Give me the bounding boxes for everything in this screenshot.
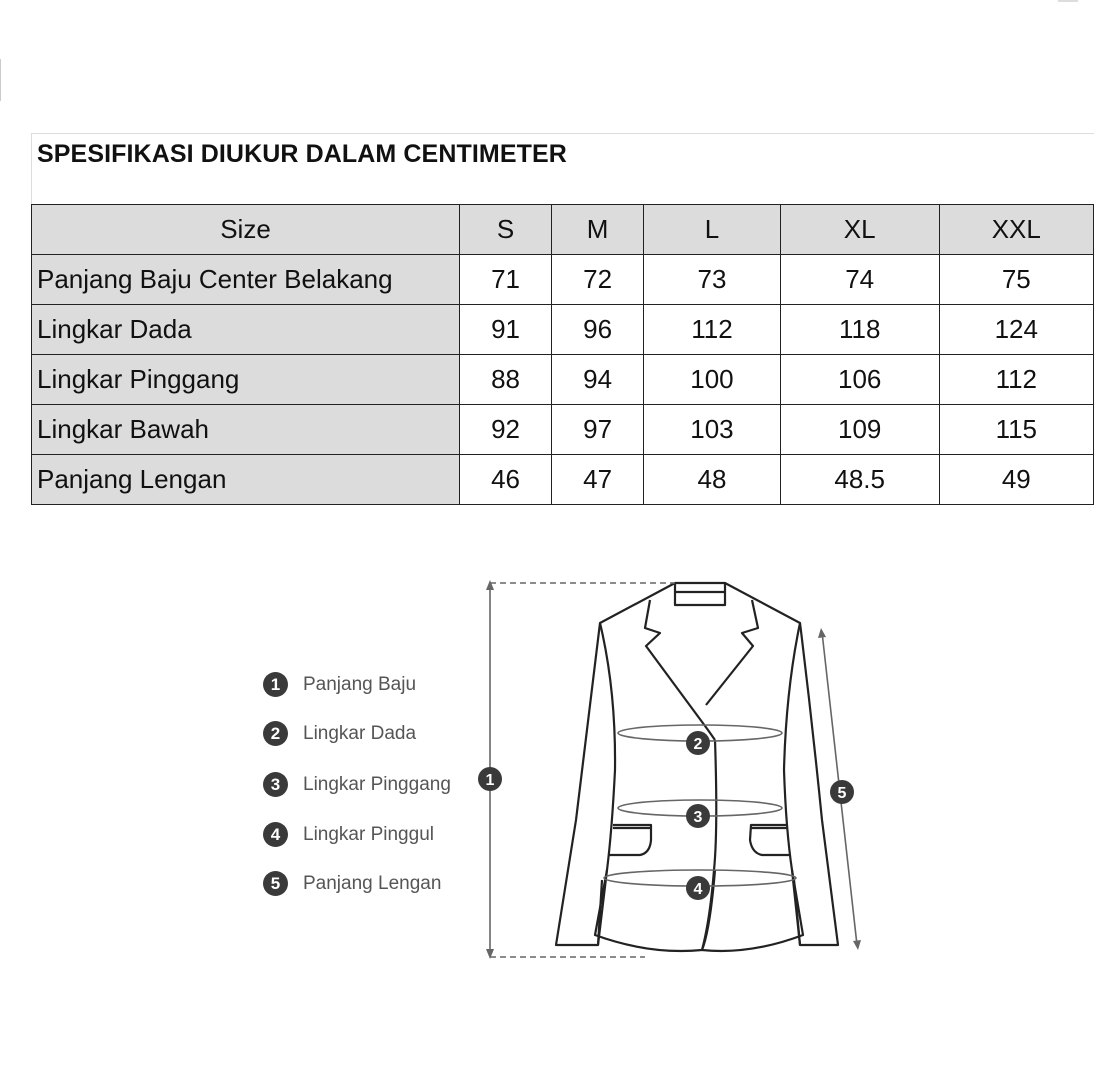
table-row [32, 455, 1094, 505]
marker-4: 4 [693, 881, 703, 898]
legend-label: Lingkar Pinggang [303, 773, 451, 795]
marker-5: 5 [837, 785, 847, 802]
legend-item [263, 822, 434, 847]
legend-label: Lingkar Dada [303, 722, 417, 744]
cell-value: 112 [939, 355, 1093, 405]
table-row [32, 255, 1094, 305]
cell-value: 88 [460, 355, 552, 405]
cell-value: 100 [644, 355, 781, 405]
cell-value: 96 [552, 305, 644, 355]
cell-value: 118 [780, 305, 939, 355]
table-row [32, 405, 1094, 455]
cell-value: 74 [780, 255, 939, 305]
marker-3: 3 [693, 809, 703, 826]
row-label: Lingkar Dada [32, 305, 460, 355]
number-badge-icon: 1 [263, 672, 288, 697]
legend-label: Panjang Lengan [303, 872, 442, 894]
marker-1: 1 [485, 772, 495, 789]
legend-item [263, 721, 416, 746]
cell-value: 106 [780, 355, 939, 405]
table-header-row [32, 205, 1094, 255]
title-box [31, 133, 1094, 204]
cell-value: 115 [939, 405, 1093, 455]
jacket-diagram-icon [470, 570, 870, 970]
legend-item [263, 871, 441, 896]
row-label: Panjang Baju Center Belakang [32, 255, 460, 305]
page-title: SPESIFIKASI DIUKUR DALAM CENTIMETER [37, 140, 567, 168]
cell-value: 71 [460, 255, 552, 305]
cell-value: 94 [552, 355, 644, 405]
cell-value: 97 [552, 405, 644, 455]
header-m: M [552, 205, 644, 255]
legend-label: Lingkar Pinggul [303, 823, 434, 845]
header-s: S [460, 205, 552, 255]
table-row [32, 305, 1094, 355]
header-l: L [644, 205, 781, 255]
row-label: Panjang Lengan [32, 455, 460, 505]
header-xxl: XXL [939, 205, 1093, 255]
cell-value: 46 [460, 455, 552, 505]
number-badge-icon: 5 [263, 871, 288, 896]
cell-value: 92 [460, 405, 552, 455]
cell-value: 49 [939, 455, 1093, 505]
cell-value: 112 [644, 305, 781, 355]
row-label: Lingkar Pinggang [32, 355, 460, 405]
header-size: Size [32, 205, 460, 255]
marker-2: 2 [693, 736, 703, 753]
number-badge-icon: 4 [263, 822, 288, 847]
legend-item [263, 672, 416, 697]
row-label: Lingkar Bawah [32, 405, 460, 455]
number-badge-icon: 2 [263, 721, 288, 746]
cell-value: 103 [644, 405, 781, 455]
cell-value: 124 [939, 305, 1093, 355]
legend-label: Panjang Baju [303, 673, 417, 695]
header-xl: XL [780, 205, 939, 255]
number-badge-icon: 3 [263, 772, 288, 797]
left-edge-mark [0, 59, 3, 101]
cell-value: 109 [780, 405, 939, 455]
cell-value: 73 [644, 255, 781, 305]
cell-value: 72 [552, 255, 644, 305]
legend-item [263, 772, 451, 797]
cell-value: 48 [644, 455, 781, 505]
cell-value: 48.5 [780, 455, 939, 505]
cell-value: 75 [939, 255, 1093, 305]
table-row [32, 355, 1094, 405]
size-spec-table [31, 204, 1094, 505]
cell-value: 91 [460, 305, 552, 355]
corner-mark [1058, 0, 1078, 2]
cell-value: 47 [552, 455, 644, 505]
